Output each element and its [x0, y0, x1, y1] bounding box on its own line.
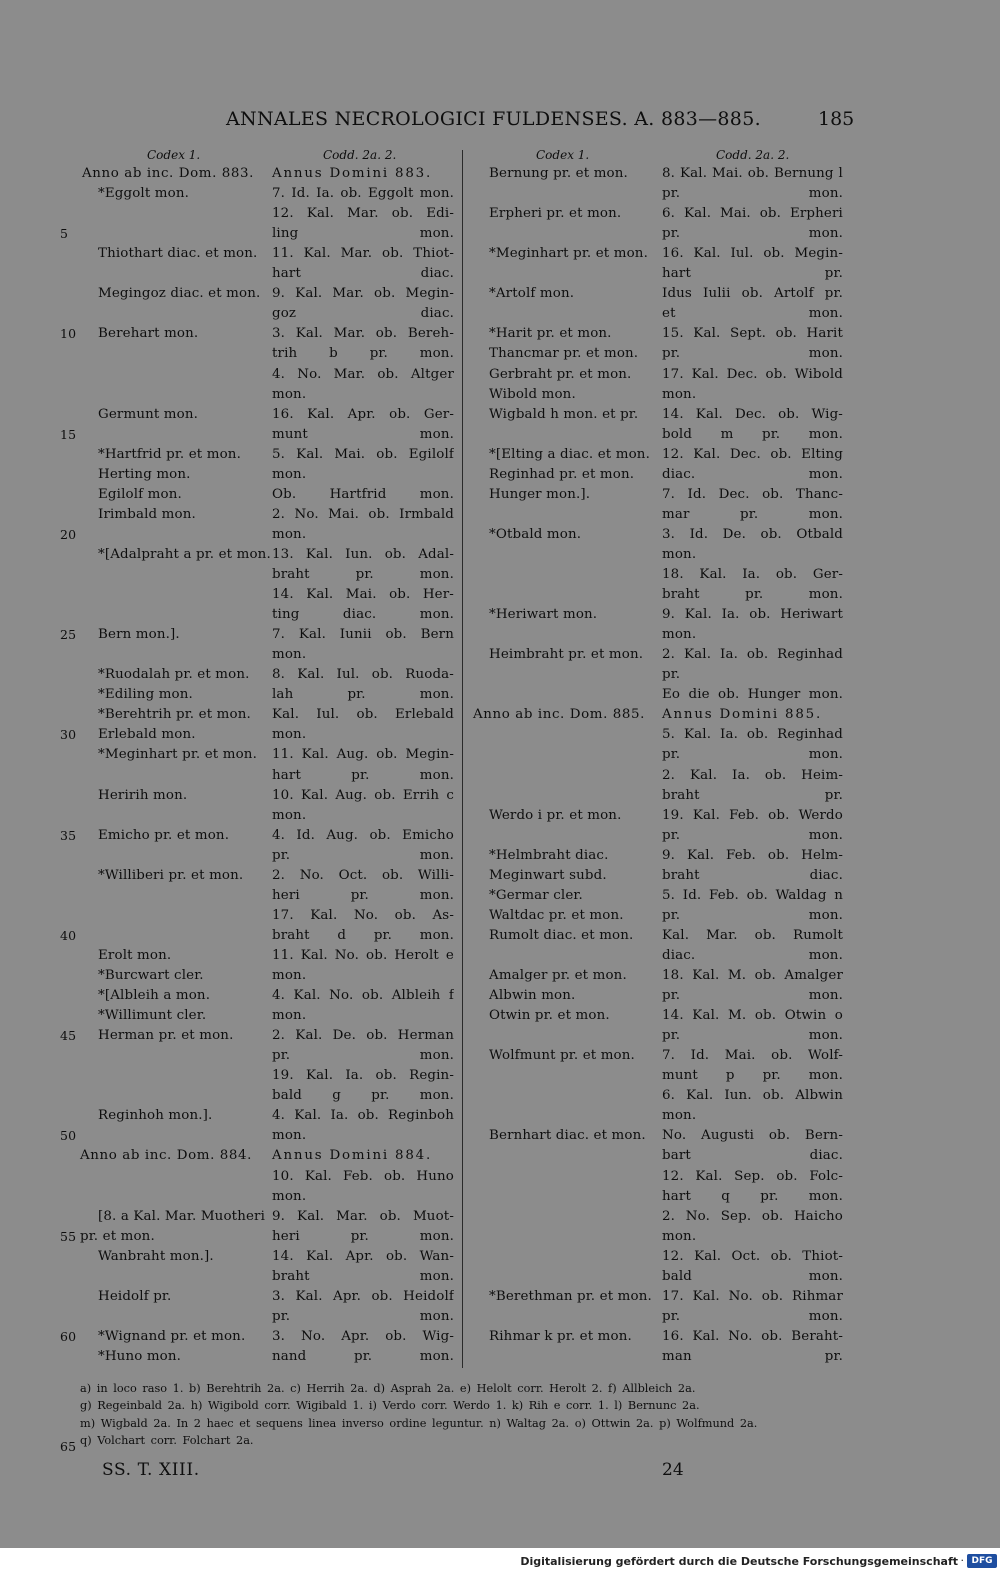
codex1-entry: *[Elting a diac. et mon. [489, 447, 650, 462]
codd2-entry: braht pr. mon. [662, 587, 843, 602]
codd2-entry: mon. [272, 968, 307, 983]
codex1-entry: Emicho pr. et mon. [98, 828, 230, 843]
codd2-entry: pr. mon. [662, 908, 843, 923]
codex1-entry: Anno ab inc. Dom. 885. [473, 707, 645, 722]
codd2-entry: 18. Kal. M. ob. Amalger [662, 968, 843, 983]
codd2-entry: 5. Kal. Mai. ob. Egilolf [272, 447, 454, 462]
codex1-entry: Anno ab inc. Dom. 883. [82, 166, 254, 181]
codex1-entry: Heririh mon. [98, 788, 188, 803]
codex1-entry: Megingoz diac. et mon. [98, 286, 261, 301]
codd2-entry: man pr. [662, 1349, 843, 1364]
codd2-entry: pr. mon. [272, 1048, 454, 1063]
line-number: 40 [60, 928, 77, 943]
line-number: 15 [60, 427, 77, 442]
codd2-entry: mon. [272, 727, 307, 742]
codex1-entry: *Helmbraht diac. [489, 848, 609, 863]
codex1-entry: *Berethman pr. et mon. [489, 1289, 652, 1304]
line-number: 65 [60, 1439, 77, 1454]
codd2-entry: pr. mon. [662, 346, 843, 361]
line-number: 55 [60, 1229, 77, 1244]
codd2-entry: 4. No. Mar. ob. Altger [272, 367, 454, 382]
column-head-codex-1-left: Codex 1. [147, 148, 201, 162]
codex1-entry: Thancmar pr. et mon. [489, 346, 639, 361]
codd2-entry: bold m pr. mon. [662, 427, 843, 442]
codex1-entry: *Hartfrid pr. et mon. [98, 447, 241, 462]
codex1-entry: Thiothart diac. et mon. [98, 246, 258, 261]
codd2-entry: 15. Kal. Sept. ob. Harit [662, 326, 843, 341]
codd2-entry: 16. Kal. Iul. ob. Megin- [662, 246, 843, 261]
codd2-entry: 17. Kal. No. ob. As- [272, 908, 454, 923]
codex1-entry: Wanbraht mon.]. [98, 1249, 214, 1264]
codd2-entry: 2. Kal. De. ob. Herman [272, 1028, 454, 1043]
codd2-entry: 14. Kal. Dec. ob. Wig- [662, 407, 843, 422]
codd2-entry: 11. Kal. No. ob. Herolt e [272, 948, 454, 963]
codex1-entry: *Ediling mon. [98, 687, 193, 702]
codd2-entry: Annus Domini 884. [272, 1148, 433, 1163]
codd2-entry: 4. Kal. No. ob. Albleih f [272, 988, 454, 1003]
codd2-entry: mon. [662, 1108, 697, 1123]
codex1-entry: Wolfmunt pr. et mon. [489, 1048, 635, 1063]
codex1-entry: Albwin mon. [489, 988, 576, 1003]
codd2-entry: 2. No. Oct. ob. Willi- [272, 868, 454, 883]
codd2-entry: 12. Kal. Oct. ob. Thiot- [662, 1249, 843, 1264]
codd2-entry: Eo die ob. Hunger mon. [662, 687, 843, 702]
codd2-entry: pr. mon. [662, 988, 843, 1003]
codd2-entry: munt mon. [272, 427, 454, 442]
codd2-entry: 3. Id. De. ob. Otbald [662, 527, 843, 542]
line-number: 5 [60, 226, 69, 241]
codd2-entry: 9. Kal. Mar. ob. Megin- [272, 286, 454, 301]
codd2-entry: pr. mon. [662, 747, 843, 762]
codex1-entry: *Germar cler. [489, 888, 583, 903]
codex1-entry: Waltdac pr. et mon. [489, 908, 624, 923]
line-number: 30 [60, 727, 77, 742]
codex1-entry: pr. et mon. [80, 1229, 155, 1244]
codex1-entry: Herman pr. et mon. [98, 1028, 234, 1043]
codd2-entry: braht pr. mon. [272, 567, 454, 582]
running-header [0, 108, 1000, 134]
codd2-entry: bald g pr. mon. [272, 1088, 454, 1103]
codd2-entry: 2. Kal. Ia. ob. Reginhad [662, 647, 843, 662]
codd2-entry: heri pr. mon. [272, 888, 454, 903]
signature-mark: SS. T. XIII. [102, 1460, 200, 1480]
line-number: 45 [60, 1028, 77, 1043]
codd2-entry: 18. Kal. Ia. ob. Ger- [662, 567, 843, 582]
codex1-entry: [8. a Kal. Mar. Muotheri [98, 1209, 266, 1224]
codd2-entry: 12. Kal. Dec. ob. Elting [662, 447, 843, 462]
sheet-number: 24 [662, 1460, 684, 1480]
codex1-entry: Meginwart subd. [489, 868, 607, 883]
codd2-entry: pr. mon. [662, 828, 843, 843]
codd2-entry: 4. Id. Aug. ob. Emicho [272, 828, 454, 843]
codd2-entry: 4. Kal. Ia. ob. Reginboh [272, 1108, 454, 1123]
codd2-entry: 10. Kal. Aug. ob. Errih c [272, 788, 454, 803]
codd2-entry: 2. No. Sep. ob. Haicho [662, 1209, 843, 1224]
codd2-entry: Idus Iulii ob. Artolf pr. [662, 286, 843, 301]
codd2-entry: mon. [662, 387, 697, 402]
codex1-entry: Gerbraht pr. et mon. [489, 367, 632, 382]
codex1-entry: *Berehtrih pr. et mon. [98, 707, 251, 722]
codex1-entry: Heimbraht pr. et mon. [489, 647, 644, 662]
codd2-entry: Ob. Hartfrid mon. [272, 487, 454, 502]
codex1-entry: Erpheri pr. et mon. [489, 206, 622, 221]
codex1-entry: *Wignand pr. et mon. [98, 1329, 246, 1344]
codd2-entry: 3. No. Apr. ob. Wig- [272, 1329, 454, 1344]
codd2-entry: mon. [272, 467, 307, 482]
codex1-entry: Reginhad pr. et mon. [489, 467, 635, 482]
codd2-entry: 8. Kal. Iul. ob. Ruoda- [272, 667, 454, 682]
footer-bar [0, 1548, 1000, 1574]
codd2-entry: ting diac. mon. [272, 607, 454, 622]
codd2-entry: hart diac. [272, 266, 454, 281]
codd2-entry: 5. Id. Feb. ob. Waldag n [662, 888, 843, 903]
footnote-line: g) Regeinbald 2a. h) Wigibold corr. Wigibald 1. i) Verdo corr. Werdo 1. k) Rih e corr. 1. l) Bernunc 2a. [80, 1399, 700, 1413]
footer-credit: Digitalisierung gefördert durch die Deutsche Forschungsgemeinschaft [520, 1555, 958, 1568]
codex1-entry: Anno ab inc. Dom. 884. [80, 1148, 252, 1163]
column-head-codd-2-right: Codd. 2a. 2. [716, 148, 790, 162]
codd2-entry: Annus Domini 883. [272, 166, 433, 181]
codd2-entry: 14. Kal. Apr. ob. Wan- [272, 1249, 454, 1264]
codd2-entry: mon. [272, 1128, 307, 1143]
codd2-entry: 7. Id. Mai. ob. Wolf- [662, 1048, 843, 1063]
codex1-entry: Bernung pr. et mon. [489, 166, 628, 181]
codd2-entry: pr. mon. [662, 186, 843, 201]
codd2-entry: hart q pr. mon. [662, 1189, 843, 1204]
footnote-line: q) Volchart corr. Folchart 2a. [80, 1433, 254, 1447]
codd2-entry: pr. [662, 667, 681, 682]
codd2-entry: 7. Id. Dec. ob. Thanc- [662, 487, 843, 502]
line-number: 60 [60, 1329, 77, 1344]
line-number: 10 [60, 326, 77, 341]
codd2-entry: goz diac. [272, 306, 454, 321]
codex1-entry: Bernhart diac. et mon. [489, 1128, 646, 1143]
codd2-entry: mon. [272, 1189, 307, 1204]
codd2-entry: braht d pr. mon. [272, 928, 454, 943]
codex1-entry: Herting mon. [98, 467, 191, 482]
codex1-entry: Otwin pr. et mon. [489, 1008, 610, 1023]
codd2-entry: 2. No. Mai. ob. Irmbald [272, 507, 454, 522]
codex1-entry: *Eggolt mon. [98, 186, 190, 201]
codd2-entry: pr. mon. [662, 1028, 843, 1043]
codex1-entry: *[Adalpraht a pr. et mon. [98, 547, 271, 562]
line-number: 50 [60, 1128, 77, 1143]
codd2-entry: Annus Domini 885. [662, 707, 823, 722]
codd2-entry: pr. mon. [662, 1309, 843, 1324]
codex1-entry: *Huno mon. [98, 1349, 182, 1364]
footer-separator: · [960, 1554, 964, 1567]
codd2-entry: 8. Kal. Mai. ob. Bernung l [662, 166, 843, 181]
codd2-entry: 11. Kal. Mar. ob. Thiot- [272, 246, 454, 261]
codd2-entry: diac. mon. [662, 948, 843, 963]
codd2-entry: 16. Kal. No. ob. Beraht- [662, 1329, 843, 1344]
codd2-entry: 19. Kal. Feb. ob. Werdo [662, 808, 843, 823]
codd2-entry: 6. Kal. Iun. ob. Albwin [662, 1088, 843, 1103]
codex1-entry: Rumolt diac. et mon. [489, 928, 634, 943]
codd2-entry: bart diac. [662, 1148, 843, 1163]
codd2-entry: mar pr. mon. [662, 507, 843, 522]
codd2-entry: 7. Kal. Iunii ob. Bern [272, 627, 454, 642]
codex1-entry: Irimbald mon. [98, 507, 196, 522]
codd2-entry: heri pr. mon. [272, 1229, 454, 1244]
codd2-entry: 17. Kal. No. ob. Rihmar [662, 1289, 843, 1304]
codd2-entry: 9. Kal. Feb. ob. Helm- [662, 848, 843, 863]
codex1-entry: *Meginhart pr. et mon. [98, 747, 257, 762]
codd2-entry: 10. Kal. Feb. ob. Huno [272, 1169, 454, 1184]
codd2-entry: hart pr. [662, 266, 843, 281]
codex1-entry: Rihmar k pr. et mon. [489, 1329, 632, 1344]
codex1-entry: Egilolf mon. [98, 487, 182, 502]
codd2-entry: 7. Id. Ia. ob. Eggolt mon. [272, 186, 454, 201]
codex1-entry: Amalger pr. et mon. [489, 968, 627, 983]
codex1-entry: Reginhoh mon.]. [98, 1108, 213, 1123]
codex1-entry: *Artolf mon. [489, 286, 575, 301]
footnote-line: a) in loco raso 1. b) Berehtrih 2a. c) Herrih 2a. d) Asprah 2a. e) Helolt corr. Herolt 2. f) Allbleich 2a. [80, 1382, 696, 1395]
codex1-entry: *Heriwart mon. [489, 607, 598, 622]
codex1-entry: *Meginhart pr. et mon. [489, 246, 648, 261]
codd2-entry: 12. Kal. Sep. ob. Folc- [662, 1169, 843, 1184]
codd2-entry: mon. [662, 1229, 697, 1244]
codex1-entry: Wibold mon. [489, 387, 576, 402]
codex1-entry: *Williberi pr. et mon. [98, 868, 244, 883]
codd2-entry: mon. [662, 627, 697, 642]
codex1-entry: Erlebald mon. [98, 727, 196, 742]
codex1-entry: Hunger mon.]. [489, 487, 591, 502]
codd2-entry: 12. Kal. Mar. ob. Edi- [272, 206, 454, 221]
codd2-entry: 16. Kal. Apr. ob. Ger- [272, 407, 454, 422]
codd2-entry: 2. Kal. Ia. ob. Heim- [662, 768, 843, 783]
codex1-entry: *[Albleih a mon. [98, 988, 211, 1003]
codd2-entry: 14. Kal. M. ob. Otwin o [662, 1008, 843, 1023]
codex1-entry: Heidolf pr. [98, 1289, 172, 1304]
codex1-entry: Wigbald h mon. et pr. [489, 407, 639, 422]
codd2-entry: No. Augusti ob. Bern- [662, 1128, 843, 1143]
line-number: 35 [60, 828, 77, 843]
codd2-entry: 9. Kal. Mar. ob. Muot- [272, 1209, 454, 1224]
codex1-entry: *Ruodalah pr. et mon. [98, 667, 250, 682]
codd2-entry: 3. Kal. Apr. ob. Heidolf [272, 1289, 454, 1304]
codd2-entry: 5. Kal. Ia. ob. Reginhad [662, 727, 843, 742]
codd2-entry: pr. mon. [662, 226, 843, 241]
codd2-entry: mon. [272, 808, 307, 823]
line-number: 20 [60, 527, 77, 542]
codex1-entry: Berehart mon. [98, 326, 199, 341]
page-number: 185 [818, 108, 855, 130]
codd2-entry: 14. Kal. Mai. ob. Her- [272, 587, 454, 602]
codd2-entry: munt p pr. mon. [662, 1068, 843, 1083]
codd2-entry: mon. [272, 647, 307, 662]
codd2-entry: mon. [272, 527, 307, 542]
codd2-entry: braht mon. [272, 1269, 454, 1284]
line-number: 25 [60, 627, 77, 642]
codd2-entry: 17. Kal. Dec. ob. Wibold [662, 367, 843, 382]
codd2-entry: mon. [662, 547, 697, 562]
running-title: ANNALES NECROLOGICI FULDENSES. A. 883—885. [226, 108, 761, 130]
column-head-codex-1-right: Codex 1. [536, 148, 590, 162]
column-head-codd-2-left: Codd. 2a. 2. [323, 148, 397, 162]
codd2-entry: 6. Kal. Mai. ob. Erpheri [662, 206, 843, 221]
codd2-entry: 3. Kal. Mar. ob. Bereh- [272, 326, 454, 341]
codex1-entry: *Harit pr. et mon. [489, 326, 612, 341]
codd2-entry: nand pr. mon. [272, 1349, 454, 1364]
codd2-entry: lah pr. mon. [272, 687, 454, 702]
codd2-entry: trih b pr. mon. [272, 346, 454, 361]
codd2-entry: mon. [272, 387, 307, 402]
codex1-entry: Bern mon.]. [98, 627, 180, 642]
codd2-entry: pr. mon. [272, 848, 454, 863]
codex1-entry: Werdo i pr. et mon. [489, 808, 622, 823]
codd2-entry: 11. Kal. Aug. ob. Megin- [272, 747, 454, 762]
codd2-entry: 9. Kal. Ia. ob. Heriwart [662, 607, 843, 622]
codd2-entry: Kal. Iul. ob. Erlebald [272, 707, 454, 722]
codd2-entry: ling mon. [272, 226, 454, 241]
codd2-entry: braht pr. [662, 788, 843, 803]
codd2-entry: et mon. [662, 306, 843, 321]
codex1-entry: Germunt mon. [98, 407, 199, 422]
codd2-entry: diac. mon. [662, 467, 843, 482]
codd2-entry: mon. [272, 1008, 307, 1023]
codex1-entry: Erolt mon. [98, 948, 172, 963]
codd2-entry: 19. Kal. Ia. ob. Regin- [272, 1068, 454, 1083]
codd2-entry: pr. mon. [272, 1309, 454, 1324]
dfg-logo: DFG [967, 1554, 997, 1568]
footnote-line: m) Wigbald 2a. In 2 haec et sequens linea inverso ordine leguntur. n) Waltag 2a. o) Ottwin 2a. p) Wolfmund 2a. [80, 1416, 758, 1430]
codd2-entry: hart pr. mon. [272, 768, 454, 783]
codd2-entry: braht diac. [662, 868, 843, 883]
column-divider [462, 150, 463, 1368]
codd2-entry: Kal. Mar. ob. Rumolt [662, 928, 843, 943]
codex1-entry: *Burcwart cler. [98, 968, 204, 983]
codex1-entry: *Otbald mon. [489, 527, 582, 542]
codd2-entry: 13. Kal. Iun. ob. Adal- [272, 547, 454, 562]
codex1-entry: *Willimunt cler. [98, 1008, 207, 1023]
codd2-entry: bald mon. [662, 1269, 843, 1284]
